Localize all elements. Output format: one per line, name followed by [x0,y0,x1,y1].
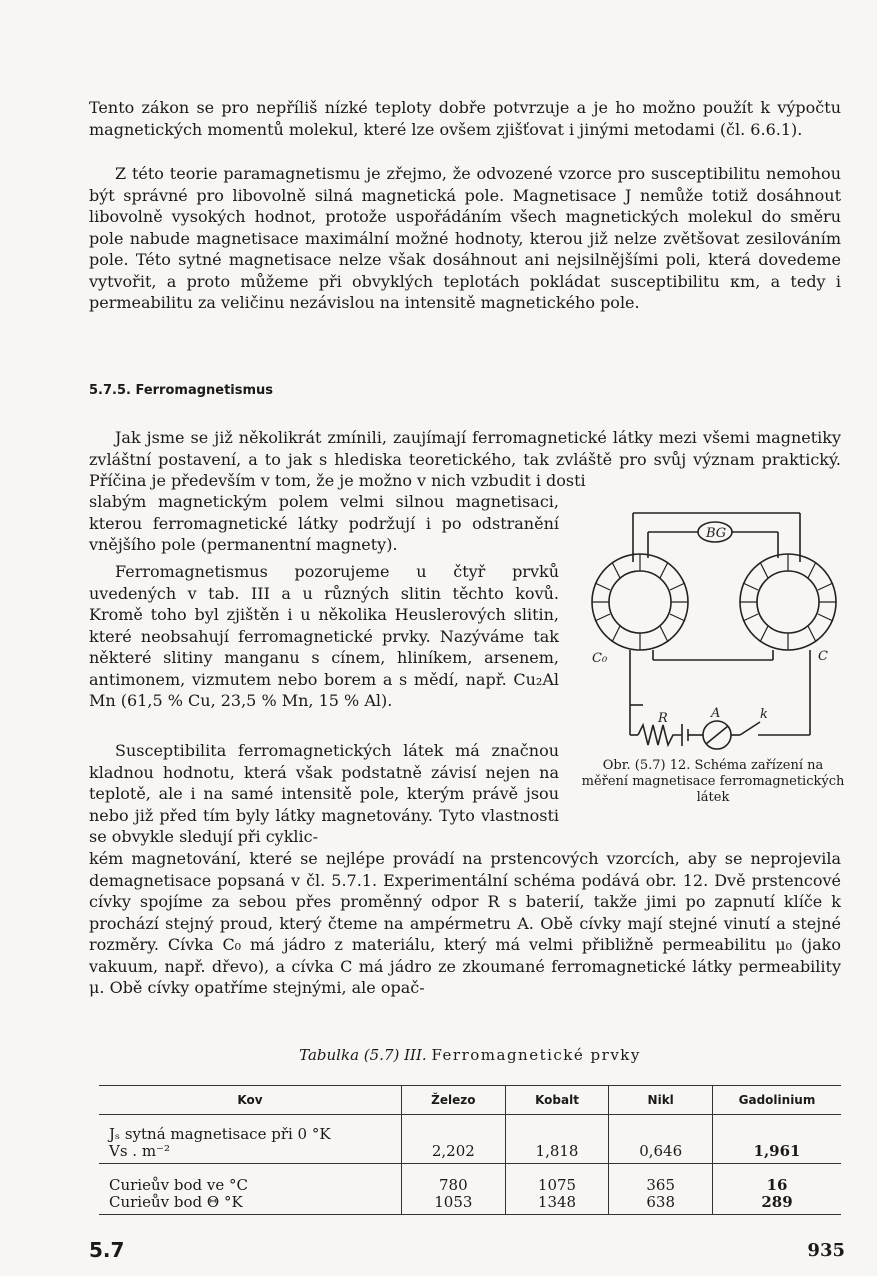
table-title-number: Tabulka (5.7) III. [299,1046,427,1064]
paragraph-permanent-magnets: slabým magnetickým polem velmi silnou magnetisaci, kterou ferromagnetické látky podržují i po odstranění vnějšího pole (permanentní magnety). [89,492,559,554]
coil-c0-inner [609,571,671,633]
table-row [99,1115,841,1164]
cell-value: 0,646 [609,1115,713,1164]
paragraph-experiment: kém magnetování, které se nejlépe provádí na prstencových vzorcích, aby se neprojevila demagnetisace popsaná v čl. 5.7.1. Experimentální schéma podává obr. 12. Dvě prstencové cívky spojíme za sebou přes proměnný odpor R s baterií, takže jimi po zapnutí klíče k prochází stejný proud, který čteme na ampérmetru A. Obě cívky mají stejné vinutí a stejné rozměry. Cívka C₀ má jádro z materiálu, který má velmi přibližně permeabilitu μ₀ (jako vakuum, např. dřevo), a cívka C má jádro ze zkoumané ferromagnetické látky permeability μ. Obě cívky opatříme stejnými, ale opač- [89,849,841,997]
cell-value: 780 1053 [402,1164,506,1215]
resistor-r [638,725,682,745]
label-bg: BG [706,526,727,541]
cell-value: 2,202 [402,1115,506,1164]
table-title [100,1046,840,1064]
label-c: C [818,649,828,664]
page-number: 935 [807,1240,845,1261]
header-gadolinium: Gadolinium [713,1086,841,1115]
label-k: k [760,707,768,722]
header-nikl: Nikl [609,1086,713,1115]
label-r: R [658,711,668,726]
paragraph-ferromagnetics-intro: Jak jsme se již několikrát zmínili, zaujímají ferromagnetické látky mezi všemi magnetiky zvláštní postavení, a to jak s hlediska teoretického, tak zvláště pro svůj význam praktický. Příčina je především v tom, že je možno v nich vzbudit i dosti [89,428,841,490]
cell-value: 365 638 [609,1164,713,1215]
paragraph-paramagnetism-saturation: Z této teorie paramagnetismu je zřejmo, že odvozené vzorce pro susceptibilitu nemohou být správné pro libovolně silná magnetická pole. Magnetisace J nemůže totiž dosáhnout libovolně vysokých hodnot, protože uspořádáním všech magnetických molekul do směru pole nabude magnetisace maximální možné hodnoty, kterou již nelze zvětšovat zesilováním pole. Této sytné magnetisace nelze však dosáhnout ani nejsilnějšími poli, která dovedeme vytvořit, a proto můžeme při obvyklých teplotách pokládat susceptibilitu κm, a tedy i permeabilitu za veličinu nezávislou na intensitě magnetického pole. [89,164,841,312]
table-row [99,1164,841,1215]
figure-caption: Obr. (5.7) 12. Schéma zařízení na měření magnetisace ferromagnetických látek [581,758,845,805]
section-heading: 5.7.5. Ferromagnetismus [89,383,274,398]
coil-c-inner [757,571,819,633]
label-a: A [711,706,721,721]
circuit-svg [578,510,848,750]
label-c0: C₀ [592,651,608,666]
table-title-text: Ferromagnetické prvky [431,1046,641,1064]
key-k [740,722,760,735]
cell-value: 16 289 [713,1164,841,1215]
circuit-diagram [578,510,848,750]
header-zelezo: Železo [402,1086,506,1115]
header-kobalt: Kobalt [505,1086,609,1115]
paragraph-heusler-alloys: Ferromagnetismus pozorujeme u čtyř prvků uvedených v tab. III a u různých slitin těchto kovů. Kromě toho byl zjištěn i u několika Heuslerových slitin, které neobsahují ferromagnetické prvky. Nazýváme tak některé slitiny manganu s cínem, hliníkem, arsenem, antimonem, vizmutem nebo borem a s mědí, např. Cu₂Al Mn (61,5 % Cu, 23,5 % Mn, 15 % Al). [89,562,559,710]
table-header-row [99,1086,841,1115]
paragraph-law-validity: Tento zákon se pro nepříliš nízké teploty dobře potvrzuje a je ho možno použít k výpočtu magnetických momentů molekul, které lze ovšem zjišťovat i jinými metodami (čl. 6.6.1). [89,98,841,139]
cell-value: 1075 1348 [505,1164,609,1215]
ferromagnetic-elements-table [99,1085,841,1215]
header-kov: Kov [99,1086,402,1115]
row-label-saturation: Jₛ sytná magnetisace při 0 °K Vs . m⁻² [99,1115,402,1164]
cell-value: 1,961 [713,1115,841,1164]
cell-value: 1,818 [505,1115,609,1164]
section-number: 5.7 [89,1238,125,1262]
row-label-curie: Curieův bod ve °C Curieův bod Θ °K [99,1164,402,1215]
paragraph-susceptibility: Susceptibilita ferromagnetických látek má značnou kladnou hodnotu, která však podstatně závisí nejen na teplotě, ale i na samé intensitě pole, kterým právě jsou nebo již před tím byly látky magnetovány. Tyto vlastnosti se obvykle sledují při cyklic- [89,741,559,846]
